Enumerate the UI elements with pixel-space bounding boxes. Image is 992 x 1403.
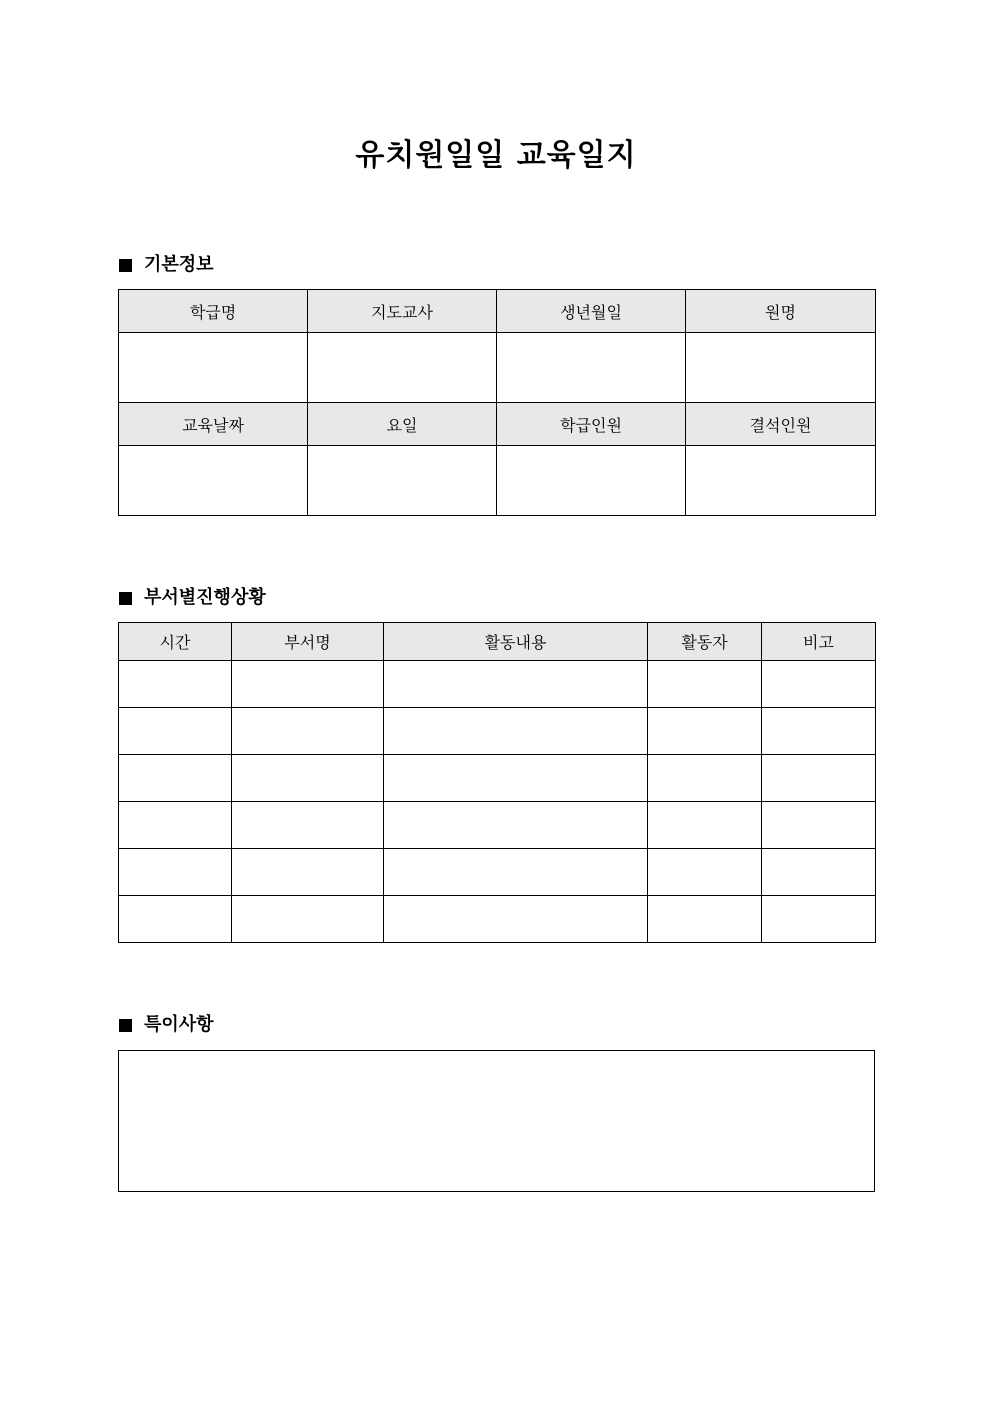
participant-cell[interactable] [648, 849, 762, 896]
progress-heading [119, 586, 266, 610]
header-time: 시간 [119, 623, 232, 661]
remarks-cell[interactable] [762, 896, 876, 943]
participant-cell[interactable] [648, 755, 762, 802]
header-birthdate: 생년월일 [497, 290, 686, 333]
activity-cell[interactable] [384, 802, 648, 849]
square-bullet-icon [119, 1019, 132, 1032]
basic-info-input-row-2 [119, 446, 876, 516]
square-bullet-icon [119, 592, 132, 605]
activity-cell[interactable] [384, 708, 648, 755]
table-row [119, 661, 876, 708]
remarks-cell[interactable] [762, 661, 876, 708]
department-cell[interactable] [232, 802, 384, 849]
table-row [119, 896, 876, 943]
department-cell[interactable] [232, 661, 384, 708]
document-title: 유치원일일 교육일지 [355, 138, 637, 173]
remarks-cell[interactable] [762, 708, 876, 755]
activity-cell[interactable] [384, 896, 648, 943]
teacher-field[interactable] [308, 333, 497, 403]
basic-info-header-row-1 [119, 290, 876, 333]
time-cell[interactable] [119, 708, 232, 755]
absent-count-field[interactable] [686, 446, 876, 516]
square-bullet-icon [119, 259, 132, 272]
header-department: 부서명 [232, 623, 384, 661]
remarks-cell[interactable] [762, 755, 876, 802]
basic-info-heading-label: 기본정보 [144, 254, 214, 275]
remarks-cell[interactable] [762, 849, 876, 896]
participant-cell[interactable] [648, 802, 762, 849]
weekday-field[interactable] [308, 446, 497, 516]
participant-cell[interactable] [648, 896, 762, 943]
table-row [119, 755, 876, 802]
progress-heading-label: 부서별진행상황 [144, 587, 266, 608]
progress-header-row [119, 623, 876, 661]
header-teacher: 지도교사 [308, 290, 497, 333]
department-cell[interactable] [232, 849, 384, 896]
notes-field[interactable] [118, 1050, 875, 1192]
progress-table [118, 622, 876, 943]
time-cell[interactable] [119, 849, 232, 896]
table-row [119, 802, 876, 849]
notes-heading [119, 1013, 214, 1037]
education-date-field[interactable] [119, 446, 308, 516]
activity-cell[interactable] [384, 661, 648, 708]
activity-cell[interactable] [384, 849, 648, 896]
header-weekday: 요일 [308, 403, 497, 446]
basic-info-input-row-1 [119, 333, 876, 403]
department-cell[interactable] [232, 755, 384, 802]
table-row [119, 849, 876, 896]
birthdate-field[interactable] [497, 333, 686, 403]
department-cell[interactable] [232, 708, 384, 755]
class-name-field[interactable] [119, 333, 308, 403]
remarks-cell[interactable] [762, 802, 876, 849]
basic-info-heading [119, 253, 214, 277]
class-size-field[interactable] [497, 446, 686, 516]
header-remarks: 비고 [762, 623, 876, 661]
notes-heading-label: 특이사항 [144, 1014, 214, 1035]
participant-cell[interactable] [648, 661, 762, 708]
header-absent-count: 결석인원 [686, 403, 876, 446]
time-cell[interactable] [119, 661, 232, 708]
time-cell[interactable] [119, 755, 232, 802]
participant-cell[interactable] [648, 708, 762, 755]
header-kindergarten-name: 원명 [686, 290, 876, 333]
time-cell[interactable] [119, 802, 232, 849]
header-class-size: 학급인원 [497, 403, 686, 446]
basic-info-table [118, 289, 876, 516]
header-activity: 활동내용 [384, 623, 648, 661]
header-class-name: 학급명 [119, 290, 308, 333]
kindergarten-name-field[interactable] [686, 333, 876, 403]
activity-cell[interactable] [384, 755, 648, 802]
header-education-date: 교육날짜 [119, 403, 308, 446]
table-row [119, 708, 876, 755]
header-participant: 활동자 [648, 623, 762, 661]
department-cell[interactable] [232, 896, 384, 943]
time-cell[interactable] [119, 896, 232, 943]
basic-info-header-row-2 [119, 403, 876, 446]
